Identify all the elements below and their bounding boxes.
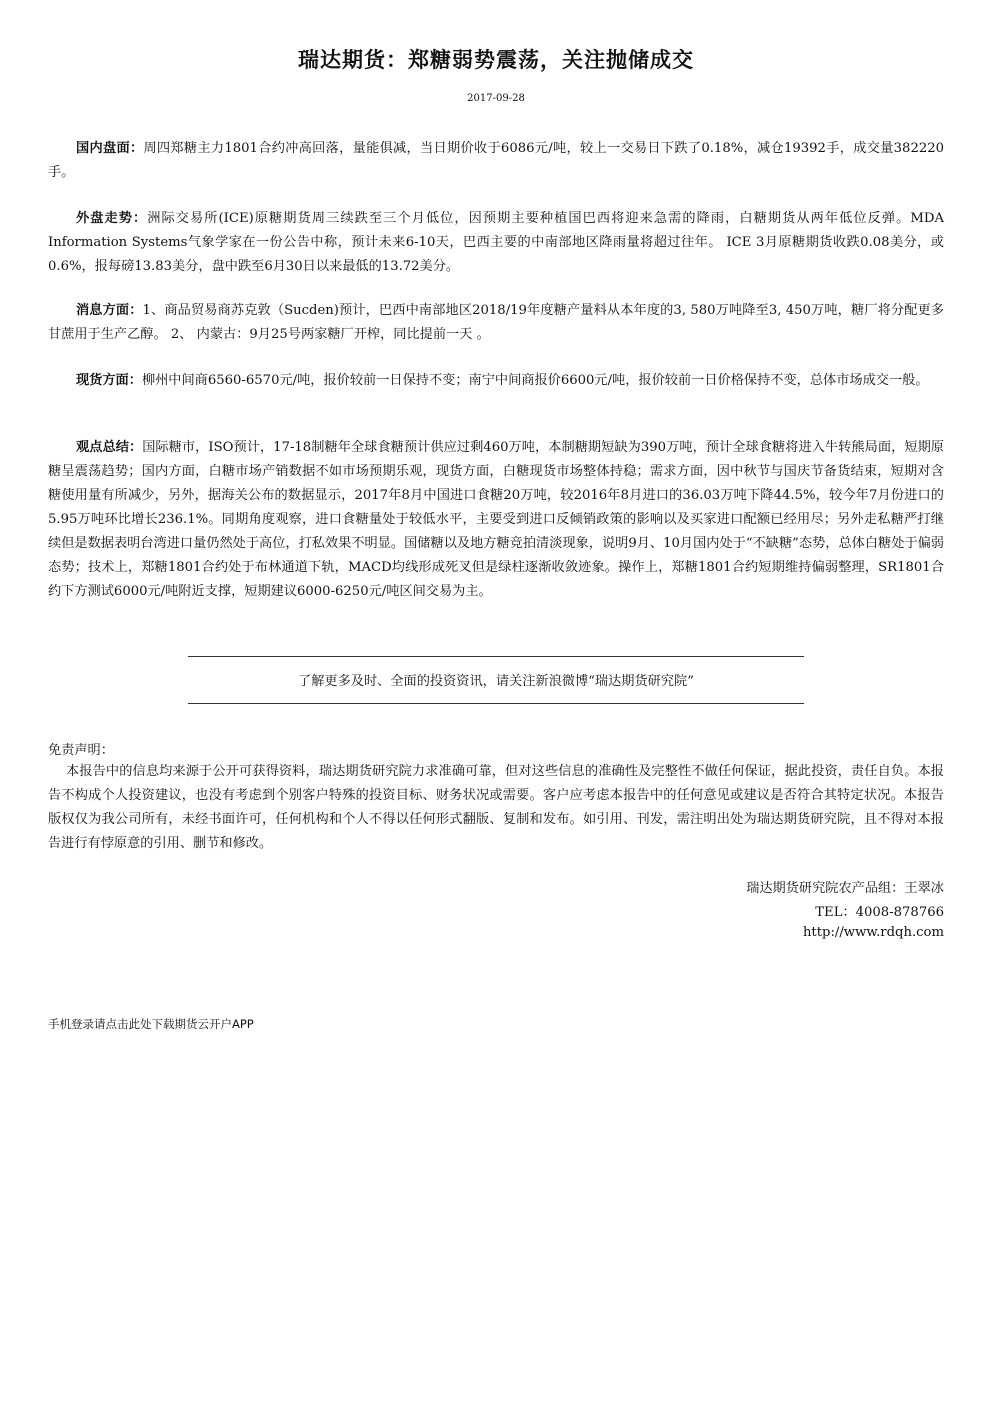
section-label: 国内盘面： xyxy=(76,141,144,156)
report-title: 瑞达期货：郑糖弱势震荡，关注抛储成交 xyxy=(298,47,694,72)
section-text: 国际糖市，ISO预计，17-18制糖年全球食糖预计供应过剩460万吨，本制糖期短缺为390万吨，预计全球食糖将进入牛转熊局面，短期原糖呈震荡趋势；国内方面，白糖市场产销数据不如市场预期乐观，现货方面，白糖现货市场整体持稳；需求方面，因中秋节与国庆节备货结束，短期对含糖使用量有所减少，另外，据海关公布的数据显示，2017年8月中国进口食糖20万吨，较2016年8月进口的36.03万吨下降44.5%，较今年7月份进口的5.95万吨环比增长236.1%。同期角度观察，进口食糖量处于较低水平，主要受到进口反倾销政策的影响以及买家进口配额已经用尽；另外走私糖严打继续但是数据表明台湾进口量仍然处于高位，打私效果不明显。国储糖以及地方糖竞拍清淡现象，说明9月、10月国内处于“不缺糖”态势，总体白糖处于偏弱态势；技术上，郑糖1801合约处于布林通道下轨，MACD均线形成死叉但是绿柱逐渐收敛迹象。操作上，郑糖1801合约短期维持偏弱整理，SR1801合约下方测试6000元/吨附近支撑，短期建议6000-6250元/吨区间交易为主。 xyxy=(48,440,944,599)
signature-tel: TEL：4008-878766 xyxy=(815,905,944,920)
section-label: 观点总结： xyxy=(76,440,143,455)
signature-team: 瑞达期货研究院农产品组：王翠冰 xyxy=(746,881,944,896)
divider-top xyxy=(188,656,804,657)
section-domestic-market xyxy=(48,137,944,185)
section-text: 柳州中间商6560-6570元/吨，报价较前一日保持不变；南宁中间商报价6600元/吨，报价较前一日价格保持不变，总体市场成交一般。 xyxy=(141,373,929,388)
signature-url[interactable]: http://www.rdqh.com xyxy=(802,925,944,940)
section-text: 周四郑糖主力1801合约冲高回落，量能俱减，当日期价收于6086元/吨，较上一交易日下跌了0.18%，减仓19392手，成交量382220手。 xyxy=(48,141,945,180)
divider-bottom xyxy=(188,703,804,704)
section-label: 外盘走势： xyxy=(76,211,148,226)
section-text: 洲际交易所(ICE)原糖期货周三续跌至三个月低位，因预期主要种植国巴西将迎来急需的降雨，白糖期货从两年低位反弹。MDA Information Systems气象学家在一份公告中称，预计未来6-10天，巴西主要的中南部地区降雨量将超过往年。 ICE 3月原糖期货收跌0.08美分，或0.6%，报每磅13.83美分，盘中跌至6月30日以来最低的13.72美分。 xyxy=(48,211,945,274)
disclaimer-title: 免责声明： xyxy=(48,743,114,758)
app-download-link[interactable]: 手机登录请点击此处下载期货云开户APP xyxy=(48,1017,254,1031)
disclaimer-body: 本报告中的信息均来源于公开可获得资料，瑞达期货研究院力求准确可靠，但对这些信息的准确性及完整性不做任何保证，据此投资，责任自负。本报告不构成个人投资建议，也没有考虑到个别客户特殊的投资目标、财务状况或需要。客户应考虑本报告中的任何意见或建议是否符合其特定状况。本报告版权仅为我公司所有，未经书面许可，任何机构和个人不得以任何形式翻版、复制和发布。如引用、刊发，需注明出处为瑞达期货研究院，且不得对本报告进行有悖原意的引用、删节和修改。 xyxy=(48,764,944,851)
section-spot xyxy=(48,369,944,393)
section-news xyxy=(48,299,944,347)
section-label: 消息方面： xyxy=(76,303,143,318)
section-text: 1、商品贸易商苏克敦（Sucden)预计，巴西中南部地区2018/19年度糖产量料从本年度的3, 580万吨降至3, 450万吨，糖厂将分配更多甘蔗用于生产乙醇。 2、 内蒙古：9月25号两家糖厂开榨，同比提前一天 。 xyxy=(48,303,945,342)
report-date: 2017-09-28 xyxy=(467,93,525,104)
weibo-follow-notice: 了解更多及时、全面的投资资讯，请关注新浪微博“瑞达期货研究院” xyxy=(298,674,694,689)
section-summary xyxy=(48,436,944,604)
section-overseas-market xyxy=(48,207,944,279)
section-label: 现货方面： xyxy=(76,373,142,388)
